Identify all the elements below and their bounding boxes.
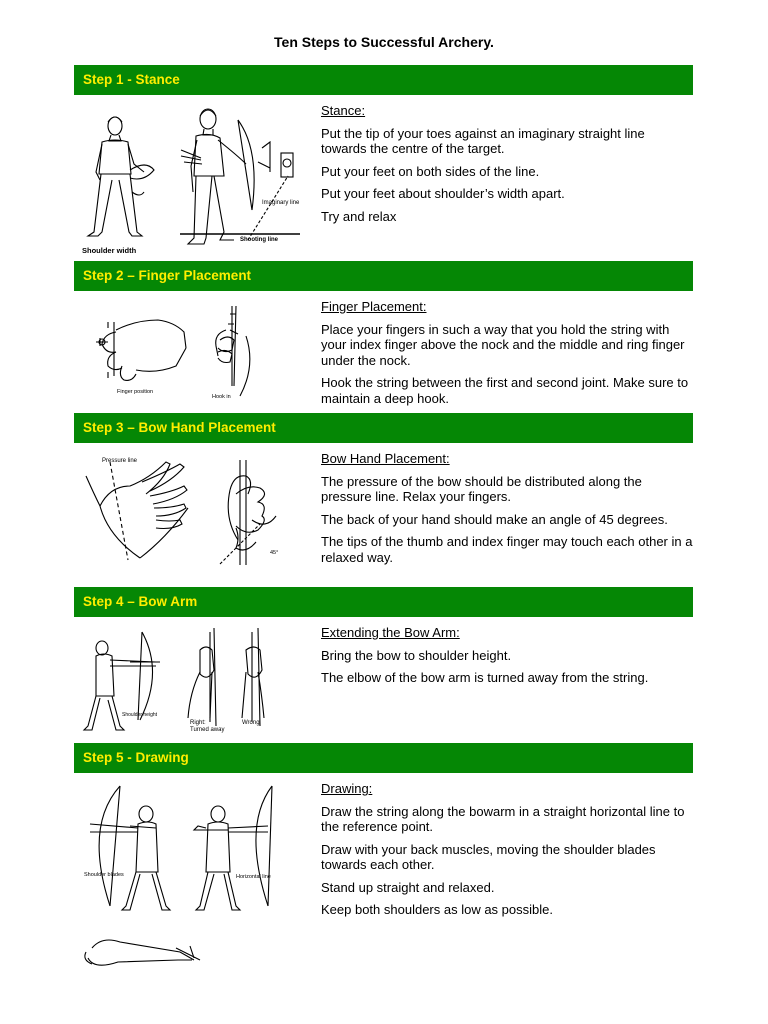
step-2-text	[321, 299, 693, 413]
finger-placement-illustration	[80, 300, 300, 404]
step-1-paragraph: Try and relax	[321, 208, 397, 224]
step-1-paragraph: Put your feet on both sides of the line.	[321, 163, 540, 179]
stance-illustration	[78, 100, 308, 260]
bow-arm-illustration	[82, 622, 282, 736]
step-2-paragraph: Hook the string between the first and second joint. Make sure to maintain a deep hook.	[321, 375, 689, 406]
label-turned-away: Turned away	[190, 727, 225, 733]
step-3-paragraph: The back of your hand should make an angle of 45 degrees.	[321, 511, 668, 527]
label-shoulder-width: Shoulder width	[82, 246, 137, 255]
step-3-paragraph: The pressure of the bow should be distributed along the pressure line. Relax your fingers.	[321, 473, 642, 504]
step-4-paragraph: The elbow of the bow arm is turned away from the string.	[321, 670, 649, 685]
step-5-heading: Drawing:	[321, 781, 373, 796]
step-2-heading: Finger Placement:	[321, 299, 427, 314]
step-4-heading: Extending the Bow Arm:	[321, 625, 460, 640]
step-5-paragraph: Keep both shoulders as low as possible.	[321, 902, 553, 917]
label-shoulder-blades: Shoulder blades	[84, 872, 124, 878]
label-pressure-line: Pressure line	[102, 458, 138, 464]
step-3-header: Step 3 – Bow Hand Placement	[74, 413, 693, 443]
step-4-paragraph: Bring the bow to shoulder height.	[321, 647, 512, 663]
step-1-header: Step 1 - Stance	[74, 65, 693, 95]
label-imaginary-line: Imaginary line	[262, 200, 300, 206]
step-4-header: Step 4 – Bow Arm	[74, 587, 693, 617]
label-horizontal-line: Horizontal line	[236, 874, 271, 880]
step-2-header: Step 2 – Finger Placement	[74, 261, 693, 291]
drawing-illustration	[80, 780, 300, 980]
step-5-paragraph: Stand up straight and relaxed.	[321, 879, 495, 895]
label-finger-position: Finger position	[117, 389, 154, 395]
step-5-paragraph: Draw the string along the bowarm in a straight horizontal line to the reference point.	[321, 803, 685, 834]
step-3-heading: Bow Hand Placement:	[321, 451, 450, 466]
label-shoulder-height: Shoulder height	[122, 712, 158, 718]
bow-hand-illustration	[80, 450, 300, 570]
label-hook-in: Hook in	[212, 394, 231, 400]
label-45-degrees: 45°	[270, 550, 279, 556]
step-3-paragraph: The tips of the thumb and index finger may touch each other in a relaxed way.	[321, 534, 693, 565]
step-1-heading: Stance:	[321, 103, 366, 118]
step-4-text	[321, 625, 693, 693]
step-1-text	[321, 103, 693, 231]
label-wrong: Wrong	[242, 720, 260, 726]
step-1-paragraph: Put your feet about shoulder’s width apart.	[321, 186, 565, 201]
step-5-header: Step 5 - Drawing	[74, 743, 693, 773]
document-title: Ten Steps to Successful Archery.	[274, 34, 494, 50]
step-1-paragraph: Put the tip of your toes against an imaginary straight line towards the centre of the target.	[321, 125, 645, 156]
step-3-text	[321, 451, 693, 572]
label-shooting-line: Shooting line	[240, 237, 278, 243]
step-2-paragraph: Place your fingers in such a way that you hold the string with your index finger above the nock and the middle and ring finger under the nock.	[321, 321, 685, 368]
step-5-paragraph: Draw with your back muscles, moving the shoulder blades towards each other.	[321, 841, 656, 872]
label-right: Right:	[190, 720, 206, 726]
step-5-text	[321, 781, 693, 925]
